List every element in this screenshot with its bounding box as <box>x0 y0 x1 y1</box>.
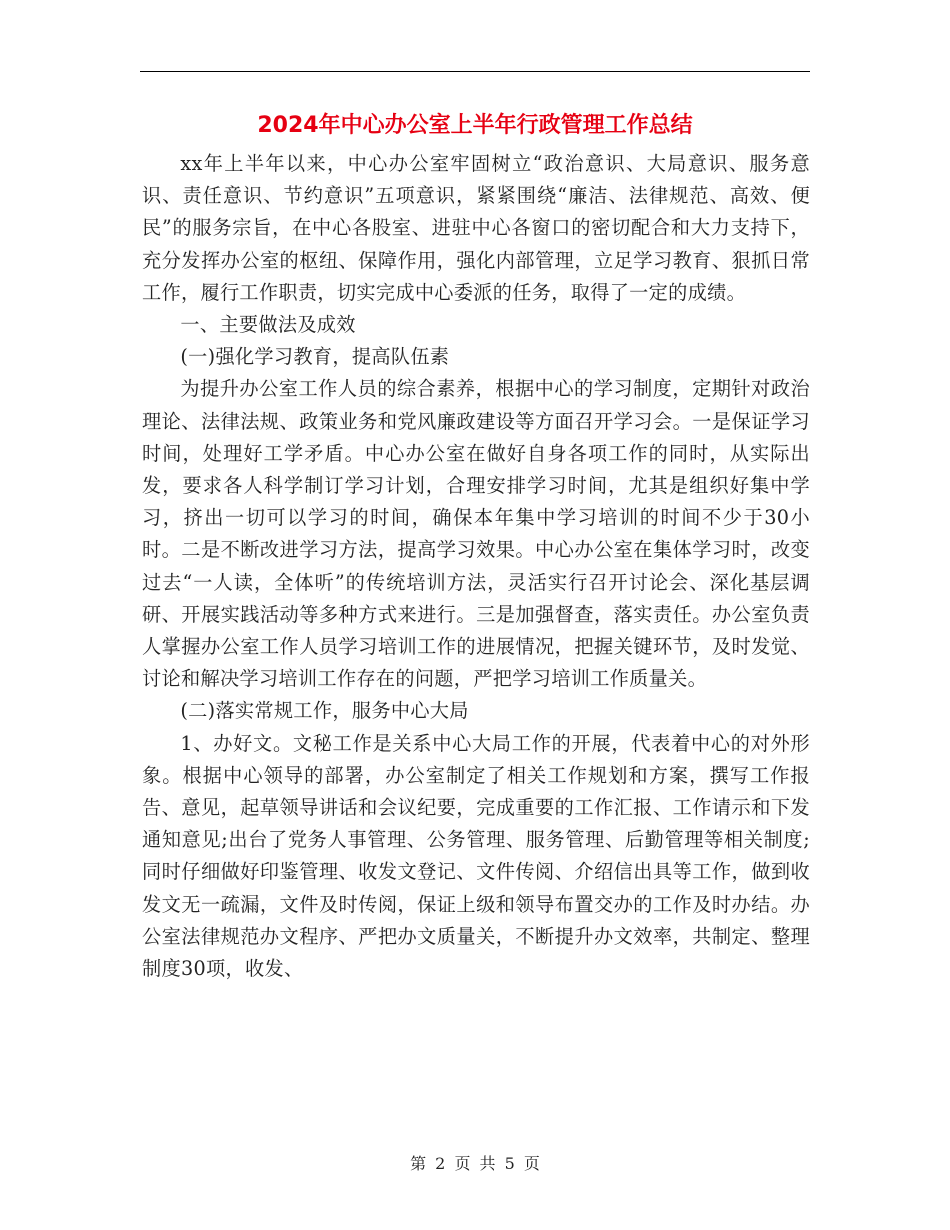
document-title: 2024年中心办公室上半年行政管理工作总结 <box>257 113 693 138</box>
study-paragraph: 为提升办公室工作人员的综合素养，根据中心的学习制度，定期针对政治理论、法律法规、政策业务和党风廉政建设等方面召开学习会。一是保证学习时间，处理好工学矛盾。中心办公室在做好自身各项工作的同时，从实际出发，要求各人科学制订学习计划，合理安排学习时间，尤其是组织好集中学习，挤出一切可以学习的时间，确保本年集中学习培训的时间不少于30小时。二是不断改进学习方法，提高学习效果。中心办公室在集体学习时，改变过去“一人读，全体听”的传统培训方法，灵活实行召开讨论会、深化基层调研、开展实践活动等多种方式来进行。三是加强督查，落实责任。办公室负责人掌握办公室工作人员学习培训工作的进展情况，把握关键环节，及时发觉、讨论和解决学习培训工作存在的问题，严把学习培训工作质量关。 <box>142 377 810 691</box>
header-rule <box>140 71 810 72</box>
subsection-heading-1: (一)强化学习教育，提高队伍素 <box>180 345 450 369</box>
subsection-heading-2: (二)落实常规工作，服务中心大局 <box>180 699 469 723</box>
documents-paragraph: 1、办好文。文秘工作是关系中心大局工作的开展，代表着中心的对外形象。根据中心领导的部署，办公室制定了相关工作规划和方案，撰写工作报告、意见，起草领导讲话和会议纪要，完成重要的工作汇报、工作请示和下发通知意见;出台了党务人事管理、公务管理、服务管理、后勤管理等相关制度;同时仔细做好印鉴管理、收发文登记、文件传阅、介绍信出具等工作，做到收发文无一疏漏，文件及时传阅，保证上级和领导布置交办的工作及时办结。办公室法律规范办文程序、严把办文质量关，不断提升办文效率，共制定、整理制度30项，收发、 <box>142 731 810 981</box>
intro-paragraph: xx年上半年以来，中心办公室牢固树立“政治意识、大局意识、服务意识、责任意识、节约意识”五项意识，紧紧围绕“廉洁、法律规范、高效、便民”的服务宗旨，在中心各股室、进驻中心各窗口的密切配合和大力支持下，充分发挥办公室的枢纽、保障作用，强化内部管理，立足学习教育、狠抓日常工作，履行工作职责，切实完成中心委派的任务，取得了一定的成绩。 <box>142 152 810 304</box>
document-body <box>142 148 810 985</box>
page-number: 第 2 页 共 5 页 <box>410 1154 540 1173</box>
section-heading-1: 一、主要做法及成效 <box>180 313 356 337</box>
